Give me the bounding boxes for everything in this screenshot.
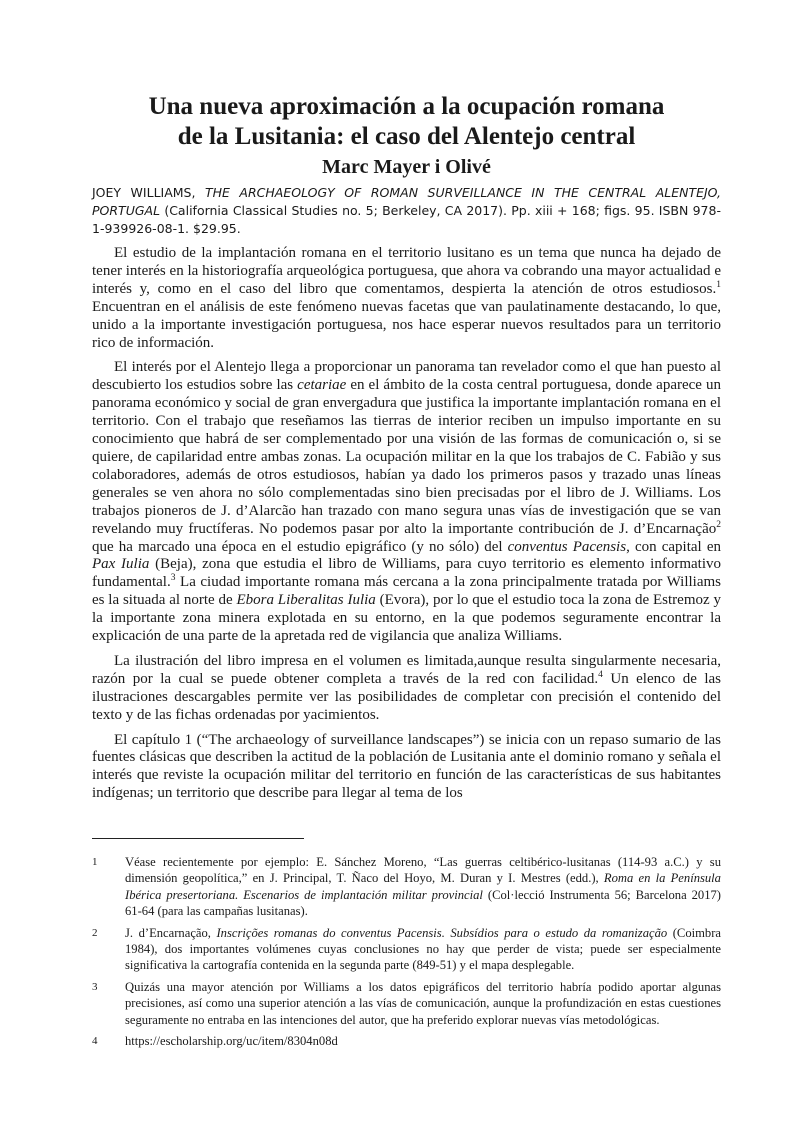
paragraph-text: La ilustración del libro impresa en el volumen es limitada,aunque resulta singularmente necesaria, razón por la cual se puede obtener completa a través de la red con facilidad. <box>92 652 721 687</box>
reference-details: (California Classical Studies no. 5; Berkeley, CA 2017). Pp. xiii + 168; figs. 95. ISBN 978-1-939926-08-1. $29.95. <box>92 203 721 236</box>
italic-term: Ebora Liberalitas Iulia <box>236 592 376 609</box>
footnote-segment: J. d’Encarnação, <box>125 925 217 940</box>
footnote-2 <box>92 925 721 974</box>
footnote-segment: (Col·lecció Instrumenta 56; Barcelona 2017) 61-64 (para las campañas lusitanas). <box>125 887 721 919</box>
paragraph-text: , con capital en <box>626 538 721 555</box>
paragraph-2 <box>92 359 721 646</box>
footnotes <box>92 854 721 1054</box>
title-line-2: de la Lusitania: el caso del Alentejo central <box>177 123 636 150</box>
footnote-italic: Inscrições romanas do conventus Pacensis. Subsídios para o estudo da romanização <box>216 925 668 940</box>
paragraph-text: El estudio de la implantación romana en el territorio lusitano es un tema que nunca ha dejado de tener interés en la historiografía arqueológica portuguesa, que ahora va cobrando una mayor actualidad e interés y, como en el caso del libro que comentamos, despierta la atención de otros estudiosos. <box>92 245 721 297</box>
footnote-number: 1 <box>92 856 98 868</box>
italic-term: Pax Iulia <box>92 556 150 573</box>
paragraph-text: (Evora), por lo que el estudio toca la zona de Estremoz y la importante zona minera explotada en su entorno, en la que podemos seguramente encontrar la explicación de una parte de la apretada red de vigilancia que analiza Williams. <box>92 592 721 645</box>
title-line-1: Una nueva aproximación a la ocupación romana <box>148 93 665 120</box>
reference-author: JOEY WILLIAMS, <box>92 185 196 200</box>
paragraph-4: El capítulo 1 (“The archaeology of surveillance landscapes”) se inicia con un repaso sumario de las fuentes clásicas que describen la actitud de la población de Lusitania ante el dominio romano y señala el interés que reviste la ocupación militar del territorio en función de las características de sus habitantes indígenas; un territorio que describe para llegar al tema de los <box>92 731 721 802</box>
paragraph-3 <box>92 653 721 725</box>
footnote-segment: Véase recientemente por ejemplo: E. Sánchez Moreno, “Las guerras celtibérico-lusitanas (114-93 a.C.) y su dimensión geopolítica,” en J. Principal, T. Ñaco del Hoyo, M. Duran y I. Mestres (edd.), <box>125 855 721 886</box>
footnote-4 <box>92 1033 721 1049</box>
footnote-text: Quizás una mayor atención por Williams a los datos epigráficos del territorio habría podido aportar algunas precisiones, así como una superior atención a las vías de comunicación, aunque la profundización en estas cuestiones seguramente no entraba en las intenciones del autor, que ha preferido explorar nuevas vías metodológicas. <box>125 979 721 1027</box>
footnote-number: 4 <box>92 1035 98 1048</box>
footnote-segment: (Coimbra 1984), dos importantes volúmenes cuyas conclusiones no hay que perder de vista; puede ser especialmente significativa la cartografía contenida en la segunda parte (849-51) y el mapa desplegable. <box>125 925 722 973</box>
paragraph-text: Un elenco de las ilustraciones descargables permite ver las posibilidades de completar con precisión el contenido del texto y de las fichas ordenadas por yacimientos. <box>92 670 721 723</box>
footnote-ref-1: 1 <box>716 279 721 290</box>
paragraph-1 <box>92 245 721 352</box>
footnote-1 <box>92 854 721 920</box>
paragraph-text: Encuentran en el análisis de este fenómeno nuevas facetas que van paulatinamente destacando, lo que, unido a la importante investigación portuguesa, nos hace esperar nuevos resultados para un territorio rico de información. <box>92 298 721 351</box>
paragraph-text: La ciudad importante romana más cercana a la zona principalmente tratada por Williams es la situada al norte de <box>92 574 721 609</box>
article <box>92 92 721 810</box>
footnote-italic: Roma en la Península Ibérica presertoriana. Escenarios de implantación militar provincial <box>125 871 721 902</box>
footnote-ref-2: 2 <box>716 519 721 530</box>
footnote-divider <box>92 838 304 839</box>
footnote-ref-3: 3 <box>170 573 176 584</box>
footnote-url: https://escholarship.org/uc/item/8304n08d <box>125 1034 338 1049</box>
footnote-3 <box>92 979 721 1028</box>
paragraph-text: El interés por el Alentejo llega a proporcionar un panorama tan revelador como el que han puesto al descubierto los estudios sobre las <box>92 359 721 394</box>
article-body <box>92 245 721 803</box>
book-reference <box>92 184 721 238</box>
author-name: Marc Mayer i Olivé <box>322 156 491 178</box>
footnote-number: 2 <box>92 926 98 939</box>
paragraph-text: (Beja), zona que estudia el libro de Williams, para cuyo territorio es elemento informativo fundamental. <box>92 556 721 591</box>
footnote-ref-4: 4 <box>598 669 603 680</box>
article-title <box>92 92 721 152</box>
paragraph-text: en el ámbito de la costa central portuguesa, donde aparece un panorama económico y social de gran envergadura que justifica la importante implantación romana en el territorio. Con el trabajo que reseñamos las tierras de interior reciben un impulso importante en su conocimiento que habrá de ser complementado por una visión de las formas de comunicación o, si se quiere, de capilaridad entre ambas zonas. La ocupación militar en la que los trabajos de C. Fabião y sus colaboradores, además de otros estudiosos, habían ya dado los primeros pasos y trazado unas líneas generales se ven ahora no sólo complementadas sino bien precisadas por el libro de J. Williams. Los trabajos pioneros de J. d’Alarcão han trazado con mano segura unas vías de investigación que se van revelando muy fructíferas. No podemos pasar por alto la importante contribución de J. d’Encarnação <box>92 377 721 537</box>
italic-term: cetariae <box>297 377 347 394</box>
reference-book-title: THE ARCHAEOLOGY OF ROMAN SURVEILLANCE IN THE CENTRAL ALENTEJO, PORTUGAL <box>92 185 721 218</box>
italic-term: conventus Pacensis <box>507 538 627 555</box>
footnote-number: 3 <box>92 980 98 993</box>
footnote-text <box>125 925 721 974</box>
paragraph-text: que ha marcado una época en el estudio epigráfico (y no sólo) del <box>92 538 508 555</box>
footnote-text <box>125 854 721 920</box>
